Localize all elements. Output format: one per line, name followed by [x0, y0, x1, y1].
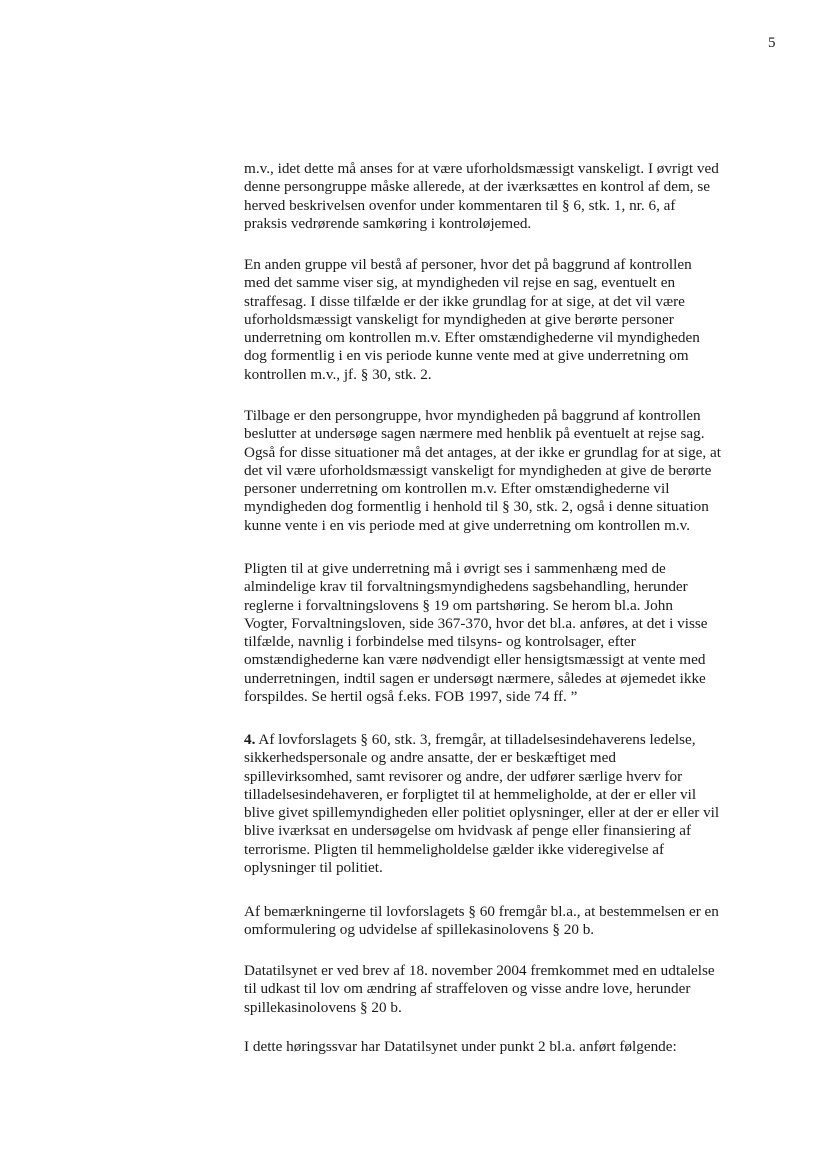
- text-line: tilladelsesindehaveren, er forpligtet til at hemmeligholde, at der er eller vil: [244, 785, 697, 803]
- text-line: kontrollen m.v., jf. § 30, stk. 2.: [244, 365, 432, 383]
- paragraph-2: [244, 256, 789, 384]
- text-line: Af bemærkningerne til lovforslagets § 60 fremgår bl.a., at bestemmelsen er en: [244, 903, 719, 920]
- text-line: spillekasinolovens § 20 b.: [244, 998, 402, 1016]
- text-line: m.v., idet dette må anses for at være uforholdsmæssigt vanskeligt. I øvrigt ved: [244, 160, 719, 177]
- text-line: underretning om kontrollen m.v. Efter omstændighederne vil myndigheden: [244, 329, 700, 347]
- text-line: til udkast til lov om ændring af straffeloven og visse andre love, herunder: [244, 980, 691, 998]
- text-line: med det samme viser sig, at myndigheden vil rejse en sag, eventuelt en: [244, 274, 676, 292]
- text-line: straffesag. I disse tilfælde er der ikke grundlag for at sige, at det vil være: [244, 292, 685, 310]
- text-line: sikkerhedspersonale og andre ansatte, der er beskæftiget med: [244, 749, 616, 767]
- text-line: praksis vedrørende samkøring i kontroløjemed.: [244, 214, 532, 232]
- text-line: Vogter, Forvaltningsloven, side 367-370, hvor det bl.a. anføres, at det i visse: [244, 614, 708, 632]
- text-line: En anden gruppe vil bestå af personer, hvor det på baggrund af kontrollen: [244, 256, 692, 273]
- paragraph-6: [244, 903, 789, 940]
- text-line: beslutter at undersøge sagen nærmere med henblik på eventuelt at rejse sag.: [244, 425, 705, 443]
- text-line: myndigheden dog formentlig i henhold til § 30, stk. 2, også i denne situation: [244, 498, 709, 516]
- paragraph-5: [244, 731, 789, 877]
- paragraph-1: [244, 160, 789, 233]
- text-line: oplysninger til politiet.: [244, 859, 383, 877]
- text-line: tilfælde, navnlig i forbindelse med tilsyns- og kontrolsager, efter: [244, 633, 636, 651]
- text-line: omformulering og udvidelse af spillekasinolovens § 20 b.: [244, 921, 595, 939]
- text-line: dog formentlig i en vis periode kunne vente med at give underretning om: [244, 347, 689, 365]
- text-line: denne persongruppe måske allerede, at der iværksættes en kontrol af dem, se: [244, 178, 711, 196]
- paragraph-3: [244, 407, 789, 535]
- paragraph-7: [244, 962, 789, 1017]
- text-line: Pligten til at give underretning må i øvrigt ses i sammenhæng med de: [244, 560, 666, 577]
- text-line: omstændighederne kan være nødvendigt eller hensigtsmæssigt at vente med: [244, 651, 706, 669]
- page-number: 5: [768, 35, 776, 51]
- paragraph-4: [244, 560, 789, 706]
- text-line: Tilbage er den persongruppe, hvor myndigheden på baggrund af kontrollen: [244, 407, 701, 424]
- paragraph-8: [244, 1038, 789, 1056]
- text-line: spillevirksomhed, samt revisorer og andre, der udfører særlige hverv for: [244, 767, 683, 785]
- text-line: almindelige krav til forvaltningsmyndighedens sagsbehandling, herunder: [244, 578, 688, 596]
- text-line: [244, 731, 789, 749]
- text-line: kunne vente i en vis periode med at give underretning om kontrollen m.v.: [244, 516, 691, 534]
- text-line: herved beskrivelsen ovenfor under kommentaren til § 6, stk. 1, nr. 6, af: [244, 196, 676, 214]
- text-line: det vil være uforholdsmæssigt vanskeligt for myndigheden at give de berørte: [244, 461, 712, 479]
- text-line: forspildes. Se hertil også f.eks. FOB 1997, side 74 ff. ”: [244, 688, 578, 706]
- section-number: 4.: [244, 731, 256, 748]
- text-line: uforholdsmæssigt vanskeligt for myndigheden at give berørte personer: [244, 310, 674, 328]
- text-line: underretningen, indtil sagen er undersøgt nærmere, således at øjemedet ikke: [244, 669, 706, 687]
- text-line: Også for disse situationer må det antages, at der ikke er grundlag for at sige, at: [244, 443, 721, 461]
- text-line: I dette høringssvar har Datatilsynet under punkt 2 bl.a. anført følgende:: [244, 1038, 677, 1055]
- text-fragment: Af lovforslagets § 60, stk. 3, fremgår, at tilladelsesindehaverens ledelse,: [255, 731, 696, 748]
- text-line: personer underretning om kontrollen m.v. Efter omstændighederne vil: [244, 480, 670, 498]
- text-line: reglerne i forvaltningslovens § 19 om partshøring. Se herom bl.a. John: [244, 596, 673, 614]
- text-line: blive iværksat en undersøgelse om hvidvask af penge eller finansiering af: [244, 822, 692, 840]
- text-line: blive givet spillemyndigheden eller politiet oplysninger, eller at der er eller vil: [244, 804, 720, 822]
- text-line: terrorisme. Pligten til hemmeligholdelse gælder ikke videregivelse af: [244, 840, 665, 858]
- text-line: Datatilsynet er ved brev af 18. november 2004 fremkommet med en udtalelse: [244, 962, 715, 979]
